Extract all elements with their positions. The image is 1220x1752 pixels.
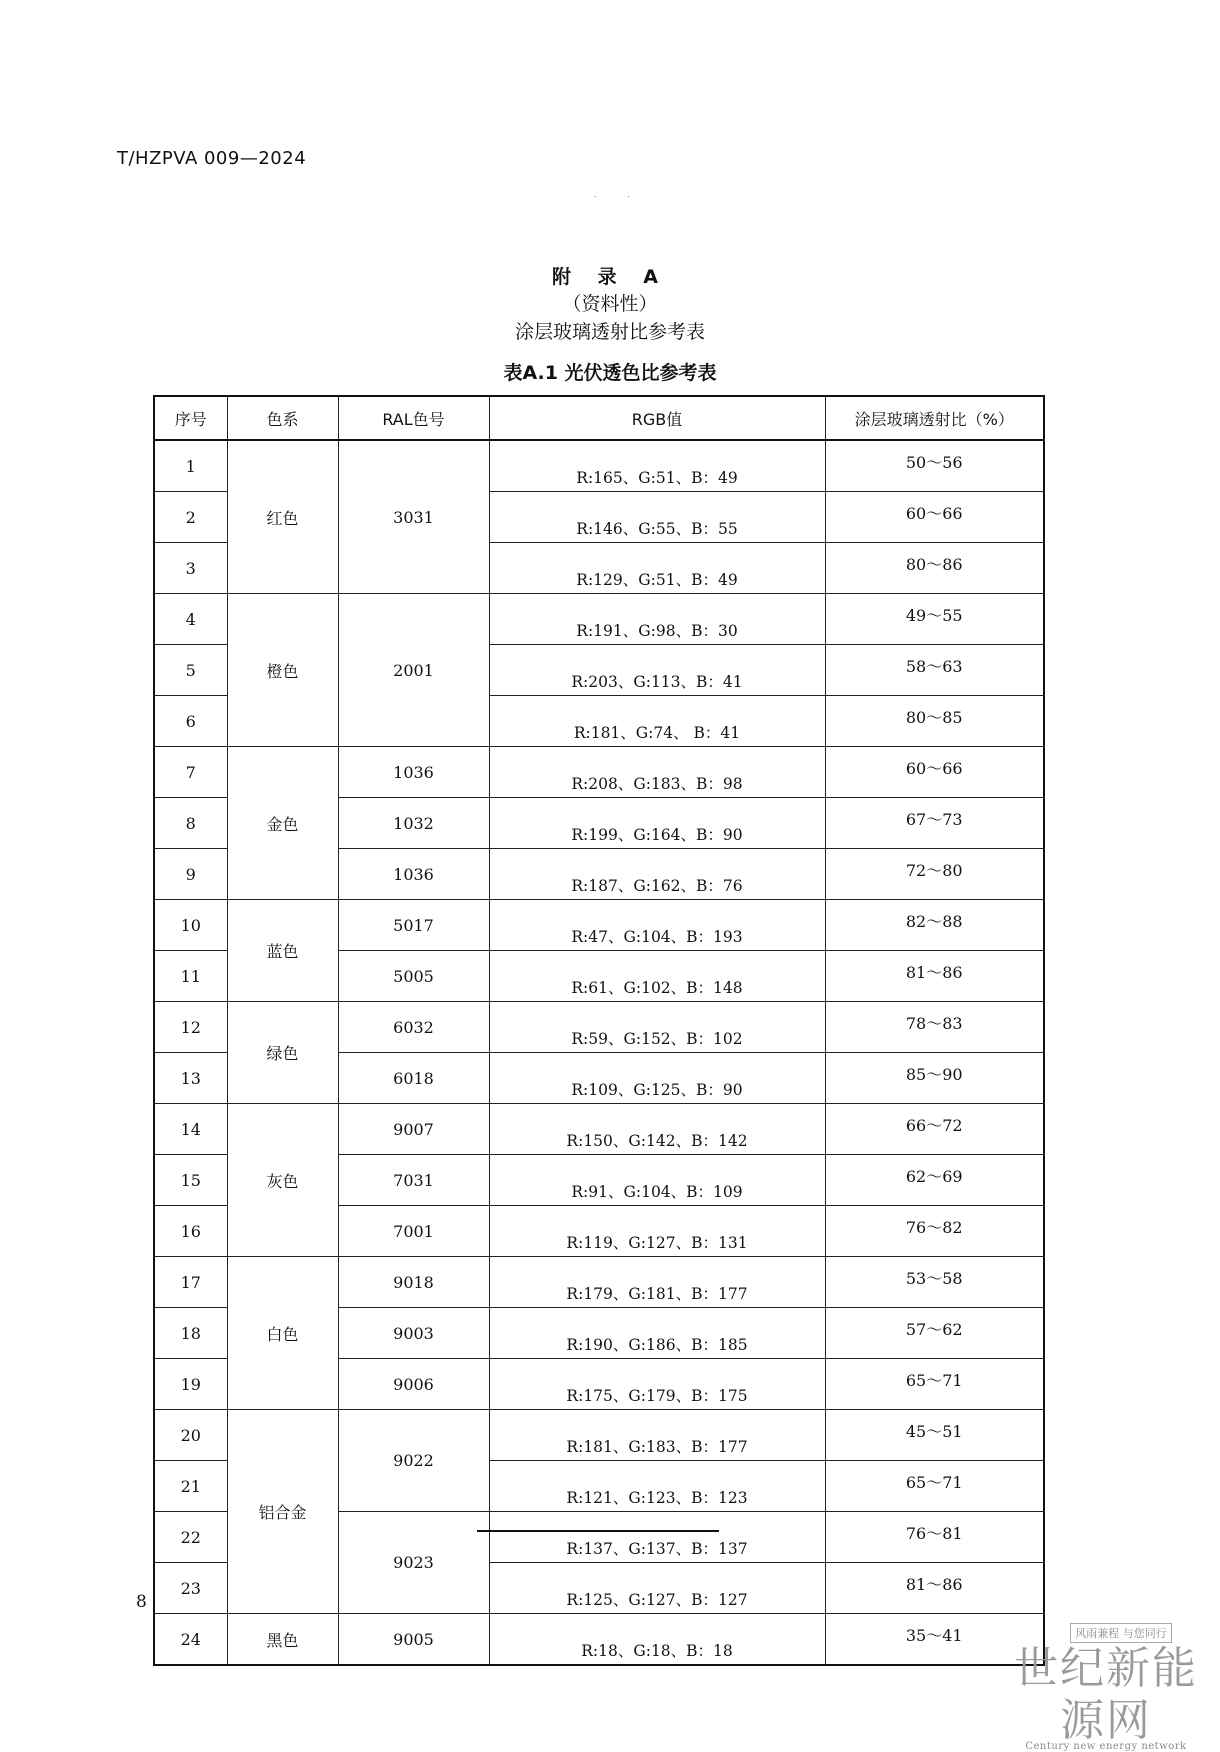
- cell-rgb: R:121、G:123、B：123: [489, 1461, 825, 1512]
- cell-ral: 2001: [338, 594, 489, 747]
- table-row: [154, 1257, 1044, 1308]
- cell-index: 23: [154, 1563, 227, 1614]
- cell-rgb: R:125、G:127、B：127: [489, 1563, 825, 1614]
- cell-ral: 6032: [338, 1002, 489, 1053]
- cell-index: 1: [154, 440, 227, 492]
- cell-ral: 5017: [338, 900, 489, 951]
- appendix-title: 涂层玻璃透射比参考表: [514, 321, 705, 343]
- cell-index: 6: [154, 696, 227, 747]
- cell-ral: 7031: [338, 1155, 489, 1206]
- cell-transmittance: 67～73: [825, 798, 1044, 849]
- cell-index: 11: [154, 951, 227, 1002]
- cell-rgb: R:129、G:51、B：49: [489, 543, 825, 594]
- cell-transmittance: 45～51: [825, 1410, 1044, 1461]
- cell-ral: 9018: [338, 1257, 489, 1308]
- cell-index: 24: [154, 1614, 227, 1666]
- cell-family: 绿色: [227, 1002, 338, 1104]
- document-code: T/HZPVA 009—2024: [117, 148, 307, 169]
- cell-ral: 9022: [338, 1410, 489, 1512]
- cell-rgb: R:208、G:183、B：98: [489, 747, 825, 798]
- cell-rgb: R:191、G:98、B：30: [489, 594, 825, 645]
- cell-index: 17: [154, 1257, 227, 1308]
- table-row: [154, 594, 1044, 645]
- cell-transmittance: 66～72: [825, 1104, 1044, 1155]
- table-row: [154, 440, 1044, 492]
- cell-transmittance: 76～82: [825, 1206, 1044, 1257]
- cell-index: 7: [154, 747, 227, 798]
- cell-transmittance: 76～81: [825, 1512, 1044, 1563]
- cell-ral: 9003: [338, 1308, 489, 1359]
- cell-transmittance: 81～86: [825, 1563, 1044, 1614]
- cell-index: 10: [154, 900, 227, 951]
- cell-transmittance: 81～86: [825, 951, 1044, 1002]
- cell-ral: 9007: [338, 1104, 489, 1155]
- table-row: [154, 747, 1044, 798]
- cell-rgb: R:109、G:125、B：90: [489, 1053, 825, 1104]
- cell-family: 蓝色: [227, 900, 338, 1002]
- cell-index: 21: [154, 1461, 227, 1512]
- cell-transmittance: 65～71: [825, 1359, 1044, 1410]
- col-header-family: 色系: [227, 396, 338, 440]
- cell-index: 9: [154, 849, 227, 900]
- cell-ral: 3031: [338, 440, 489, 594]
- table-row: [154, 1410, 1044, 1461]
- page-number: 8: [136, 1592, 147, 1612]
- cell-rgb: R:187、G:162、B：76: [489, 849, 825, 900]
- cell-index: 2: [154, 492, 227, 543]
- col-header-transmittance: 涂层玻璃透射比（%）: [825, 396, 1044, 440]
- cell-index: 15: [154, 1155, 227, 1206]
- cell-index: 18: [154, 1308, 227, 1359]
- cell-transmittance: 62～69: [825, 1155, 1044, 1206]
- cell-rgb: R:175、G:179、B：175: [489, 1359, 825, 1410]
- cell-rgb: R:199、G:164、B：90: [489, 798, 825, 849]
- col-header-ral: RAL色号: [338, 396, 489, 440]
- cell-transmittance: 57～62: [825, 1308, 1044, 1359]
- cell-index: 4: [154, 594, 227, 645]
- cell-ral: 1036: [338, 747, 489, 798]
- cell-family: 铝合金: [227, 1410, 338, 1614]
- cell-index: 12: [154, 1002, 227, 1053]
- cell-ral: 5005: [338, 951, 489, 1002]
- cell-rgb: R:18、G:18、B：18: [489, 1614, 825, 1666]
- cell-family: 黑色: [227, 1614, 338, 1666]
- table-row: [154, 900, 1044, 951]
- cell-transmittance: 82～88: [825, 900, 1044, 951]
- cell-index: 22: [154, 1512, 227, 1563]
- cell-index: 8: [154, 798, 227, 849]
- cell-index: 19: [154, 1359, 227, 1410]
- watermark-name: 世纪新能源网: [1014, 1643, 1198, 1746]
- table-header-row: [154, 396, 1044, 440]
- cell-rgb: R:181、G:183、B：177: [489, 1410, 825, 1461]
- cell-transmittance: 60～66: [825, 747, 1044, 798]
- cell-rgb: R:146、G:55、B：55: [489, 492, 825, 543]
- end-of-document-rule: [477, 1530, 719, 1532]
- cell-transmittance: 49～55: [825, 594, 1044, 645]
- transmittance-table: [153, 395, 1045, 1666]
- cell-transmittance: 65～71: [825, 1461, 1044, 1512]
- watermark: [992, 1622, 1220, 1752]
- cell-ral: 9005: [338, 1614, 489, 1666]
- cell-transmittance: 85～90: [825, 1053, 1044, 1104]
- cell-ral: 9006: [338, 1359, 489, 1410]
- cell-index: 20: [154, 1410, 227, 1461]
- table-title: 表A.1 光伏透色比参考表: [503, 362, 717, 384]
- cell-transmittance: 58～63: [825, 645, 1044, 696]
- cell-transmittance: 53～58: [825, 1257, 1044, 1308]
- appendix-heading: 附 录 A: [552, 266, 668, 288]
- cell-ral: 1032: [338, 798, 489, 849]
- cell-rgb: R:190、G:186、B：185: [489, 1308, 825, 1359]
- appendix-nature: （资料性）: [562, 293, 658, 315]
- cell-rgb: R:203、G:113、B：41: [489, 645, 825, 696]
- header-dots: . .: [594, 190, 644, 199]
- cell-rgb: R:59、G:152、B：102: [489, 1002, 825, 1053]
- cell-index: 5: [154, 645, 227, 696]
- cell-rgb: R:91、G:104、B：109: [489, 1155, 825, 1206]
- col-header-rgb: RGB值: [489, 396, 825, 440]
- cell-index: 13: [154, 1053, 227, 1104]
- table-row: [154, 1104, 1044, 1155]
- cell-transmittance: 80～86: [825, 543, 1044, 594]
- cell-rgb: R:61、G:102、B：148: [489, 951, 825, 1002]
- cell-transmittance: 80～85: [825, 696, 1044, 747]
- cell-index: 14: [154, 1104, 227, 1155]
- cell-index: 16: [154, 1206, 227, 1257]
- cell-rgb: R:47、G:104、B：193: [489, 900, 825, 951]
- col-header-index: 序号: [154, 396, 227, 440]
- cell-transmittance: 60～66: [825, 492, 1044, 543]
- cell-rgb: R:137、G:137、B：137: [489, 1512, 825, 1563]
- watermark-english: Century new energy network: [1025, 1741, 1187, 1752]
- cell-rgb: R:179、G:181、B：177: [489, 1257, 825, 1308]
- cell-transmittance: 35～41: [825, 1614, 1044, 1666]
- cell-ral: 9023: [338, 1512, 489, 1614]
- cell-ral: 6018: [338, 1053, 489, 1104]
- cell-rgb: R:165、G:51、B：49: [489, 440, 825, 492]
- cell-family: 金色: [227, 747, 338, 900]
- cell-ral: 1036: [338, 849, 489, 900]
- watermark-tagline: 风雨兼程 与您同行: [1070, 1623, 1172, 1643]
- cell-rgb: R:150、G:142、B：142: [489, 1104, 825, 1155]
- cell-transmittance: 50～56: [825, 440, 1044, 492]
- cell-family: 红色: [227, 440, 338, 594]
- cell-index: 3: [154, 543, 227, 594]
- cell-transmittance: 78～83: [825, 1002, 1044, 1053]
- cell-family: 橙色: [227, 594, 338, 747]
- cell-rgb: R:119、G:127、B：131: [489, 1206, 825, 1257]
- table-row: [154, 1614, 1044, 1666]
- cell-rgb: R:181、G:74、 B：41: [489, 696, 825, 747]
- table-row: [154, 1002, 1044, 1053]
- cell-transmittance: 72～80: [825, 849, 1044, 900]
- cell-family: 白色: [227, 1257, 338, 1410]
- cell-ral: 7001: [338, 1206, 489, 1257]
- cell-family: 灰色: [227, 1104, 338, 1257]
